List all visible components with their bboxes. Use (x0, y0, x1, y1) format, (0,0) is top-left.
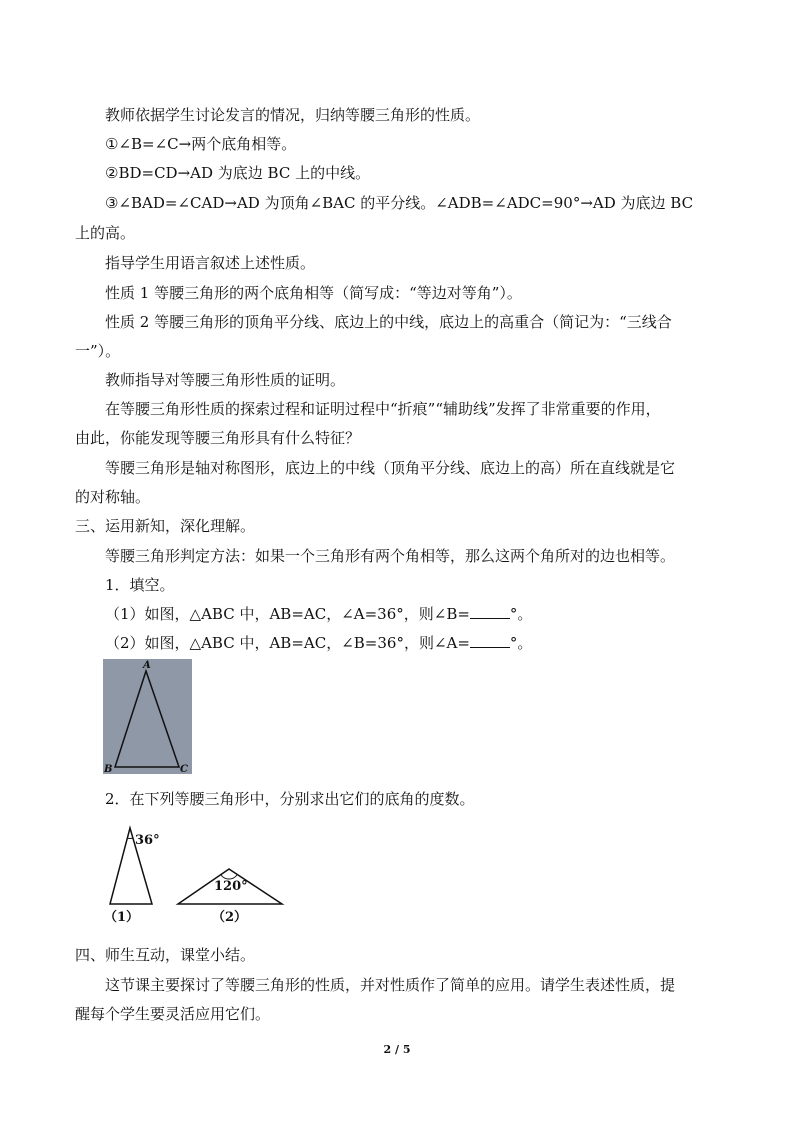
vertex-label-a: A (143, 660, 151, 671)
question-1-2 (105, 633, 725, 653)
isosceles-triangles-figure (100, 822, 290, 931)
vertex-label-b: B (104, 764, 113, 774)
paragraph: 在等腰三角形性质的探索过程和证明过程中“折痕”“辅助线”发挥了非常重要的作用， (105, 400, 661, 418)
question-text: °。 (509, 634, 533, 652)
question-text: （1）如图，△ABC 中，AB=AC，∠A=36°，则∠B= (105, 605, 470, 623)
page-number: 2 / 5 (383, 1043, 411, 1056)
paragraph: 教师指导对等腰三角形性质的证明。 (105, 371, 346, 389)
angle-label-36: 36° (135, 833, 160, 848)
property-item-1: ①∠B=∠C→两个底角相等。 (105, 135, 297, 153)
paragraph-cont: 的对称轴。 (75, 488, 151, 506)
angle-label-120: 120° (214, 879, 248, 894)
question-1: 1．填空。 (105, 576, 175, 594)
paragraph-cont: 由此，你能发现等腰三角形具有什么特征？ (75, 429, 361, 447)
paragraph: 教师依据学生讨论发言的情况，归纳等腰三角形的性质。 (105, 106, 481, 124)
property-1: 性质 1 等腰三角形的两个底角相等（简写成：“等边对等角”）。 (105, 284, 522, 302)
triangle-abc-figure (103, 659, 192, 778)
question-text: °。 (509, 605, 533, 623)
figure-caption-2: （2） (212, 910, 248, 925)
paragraph: 指导学生用语言叙述上述性质。 (105, 254, 316, 272)
section-heading: 三、运用新知，深化理解。 (75, 517, 256, 535)
answer-blank[interactable] (470, 604, 510, 619)
paragraph: 等腰三角形是轴对称图形，底边上的中线（顶角平分线、底边上的高）所在直线就是它 (105, 459, 676, 477)
section-heading: 四、师生互动，课堂小结。 (75, 946, 256, 964)
question-2: 2．在下列等腰三角形中，分别求出它们的底角的度数。 (105, 790, 475, 808)
vertex-label-c: C (180, 764, 188, 774)
paragraph: 这节课主要探讨了等腰三角形的性质，并对性质作了简单的应用。请学生表述性质，提 (105, 976, 676, 994)
answer-blank[interactable] (470, 633, 510, 648)
property-item-3-cont: 上的高。 (75, 224, 136, 242)
paragraph: 等腰三角形判定方法：如果一个三角形有两个角相等，那么这两个角所对的边也相等。 (105, 547, 676, 565)
property-item-3: ③∠BAD=∠CAD→AD 为顶角∠BAC 的平分线。∠ADB=∠ADC=90°→AD 为底边 BC (105, 194, 694, 212)
paragraph-cont: 醒每个学生要灵活应用它们。 (75, 1005, 271, 1023)
figure-caption-1: （1） (104, 910, 140, 925)
property-2: 性质 2 等腰三角形的顶角平分线、底边上的中线，底边上的高重合（简记为：“三线合 (105, 313, 672, 331)
property-item-2: ②BD=CD→AD 为底边 BC 上的中线。 (105, 164, 371, 182)
question-text: （2）如图，△ABC 中，AB=AC，∠B=36°，则∠A= (105, 634, 470, 652)
property-2-cont: 一”）。 (75, 342, 121, 360)
question-1-1 (105, 604, 725, 624)
